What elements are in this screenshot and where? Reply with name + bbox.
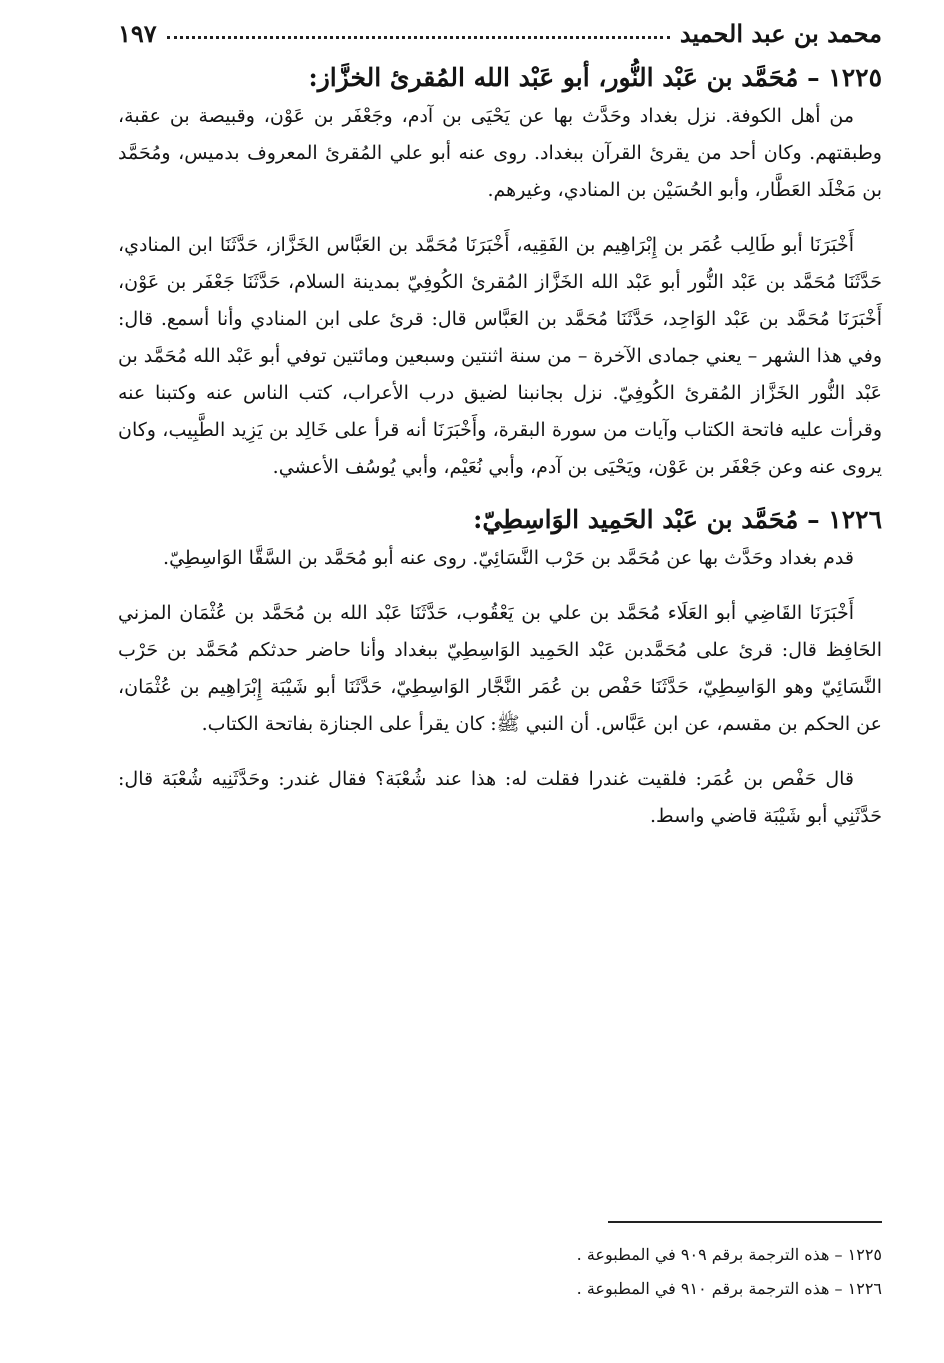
running-title: محمد بن عبد الحميد: [679, 19, 882, 48]
page-header: [118, 8, 882, 48]
page-number: ١٩٧: [118, 19, 157, 48]
entry-1226-title: ١٢٢٦ – مُحَمَّد بن عَبْد الحَمِيد الوَاسِطِيّ:: [473, 505, 882, 534]
footnote-1225: ١٢٢٥ – هذه الترجمة برقم ٩٠٩ في المطبوعة .: [576, 1245, 882, 1264]
header-leader-dots: [167, 36, 670, 39]
footnote-separator: [608, 1221, 882, 1223]
page-body: [118, 58, 882, 835]
footnotes: [382, 1238, 882, 1306]
entry-1226-bio: قدم بغداد وحَدَّث بها عن مُحَمَّد بن حَرْب النَّسَائِيّ. روى عنه أبو مُحَمَّد بن السَّقَّا الوَاسِطِيّ.: [163, 547, 854, 569]
entry-1225-bio: من أهل الكوفة. نزل بغداد وحَدَّث بها عن يَحْيَى بن آدم، وجَعْفَر بن عَوْن، وقبيصة بن عقبة، وطبقتهم. وكان أحد من يقرئ القرآن ببغداد. روى عنه أبو علي المُقرئ المعروف بدميس، ومُحَمَّد بن مَخْلَد العَطَّار، وأبو الحُسَيْن بن المنادي، وغيرهم.: [118, 105, 882, 201]
entry-1226-narration: أَخْبَرَنَا القَاضِي أبو العَلَاء مُحَمَّد بن علي بن يَعْقُوب، حَدَّثَنَا عَبْد الله بن مُحَمَّد بن عُثْمَان المزني الحَافِظ قال: قرئ على مُحَمَّدبن عَبْد الحَمِيد الوَاسِطِيّ ببغداد وأنا حاضر حدثكم مُحَمَّد بن حَرْب النَّسَائِيّ وهو الوَاسِطِيّ، حَدَّثَنَا حَفْص بن عُمَر النَّجَّار الوَاسِطِيّ، حَدَّثَنَا أبو شَيْبَة إِبْرَاهِيم بن عُثْمَان، عن الحكم بن مقسم، عن ابن عَبَّاس. أن النبي ﷺ: كان يقرأ على الجنازة بفاتحة الكتاب.: [118, 602, 882, 735]
entry-1225-narration: أَخْبَرَنَا أبو طَالِب عُمَر بن إِبْرَاهِيم بن الفَقِيه، أَخْبَرَنَا مُحَمَّد بن العَبَّاس الخَزَّاز، حَدَّثَنَا ابن المنادي، حَدَّثَنَا مُحَمَّد بن عَبْد النُّور أبو عَبْد الله الخَزَّاز المُقرئ الكُوفِيّ بمدينة السلام، حَدَّثَنَا جَعْفَر بن عَوْن، أَخْبَرَنَا مُحَمَّد بن عَبْد الوَاحِد، حَدَّثَنَا مُحَمَّد بن العَبَّاس قال: قرئ على ابن المنادي وأنا أسمع. قال: وفي هذا الشهر – يعني جمادى الآخرة – من سنة اثنتين وسبعين ومائتين توفي أبو عَبْد الله مُحَمَّد بن عَبْد النُّور الخَزَّاز المُقرئ الكُوفِيّ. نزل بجانبنا لضيق درب الأعراب، كتب الناس عنه وكتبنا عنه وقرأت عليه فاتحة الكتاب وآيات من سورة البقرة، وأَخْبَرَنَا أنه قرأ على خَالِد بن يَزِيد الطَّبِيب، وكان يروى عنه وعن جَعْفَر بن عَوْن، ويَحْيَى بن آدم، وأبي نُعَيْم، وأبي يُوسُف الأعشي.: [118, 234, 882, 478]
entry-1225-title: ١٢٢٥ – مُحَمَّد بن عَبْد النُّور، أبو عَبْد الله المُقرئ الخزَّاز:: [308, 63, 882, 92]
footnote-1226: ١٢٢٦ – هذه الترجمة برقم ٩١٠ في المطبوعة .: [576, 1279, 882, 1298]
entry-1226-note: قال حَفْص بن عُمَر: فلقيت غندرا فقلت له: هذا عند شُعْبَة؟ فقال غندر: وحَدَّثَنِيه شُعْبَة قال: حَدَّثَنِي أبو شَيْبَة قاضي واسط.: [118, 768, 882, 827]
